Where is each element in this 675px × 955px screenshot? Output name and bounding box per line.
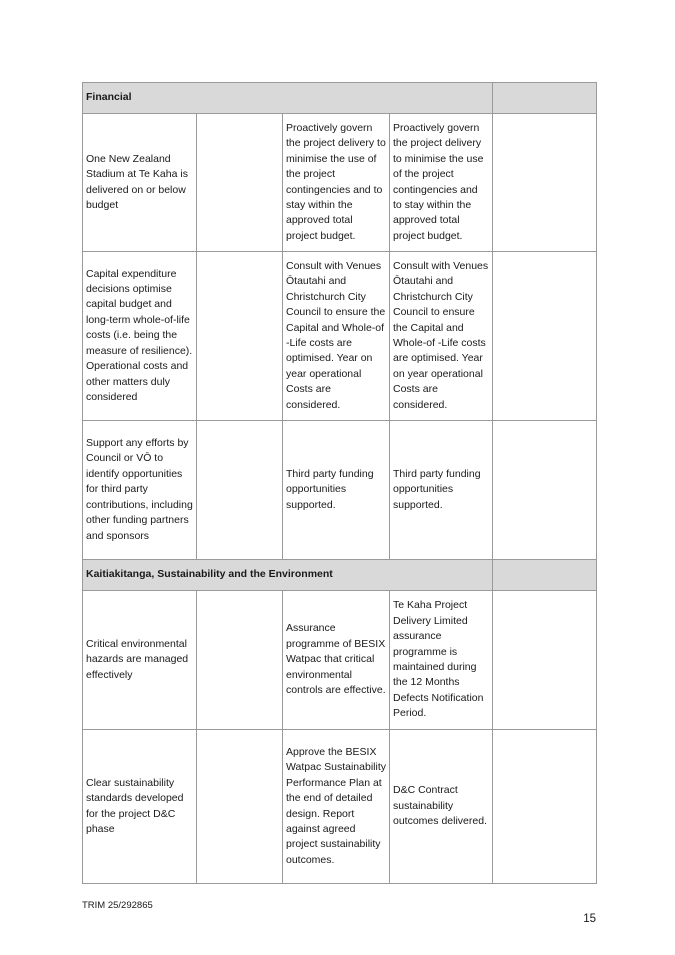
document-reference: TRIM 25/292865 (82, 900, 153, 911)
measure-cell: Proactively govern the project delivery to minimise the use of the project contingencies and to stay within the approved total project budget. (390, 114, 493, 252)
empty-cell (493, 421, 597, 560)
outcome-cell: One New Zealand Stadium at Te Kaha is delivered on or below budget (83, 114, 197, 252)
empty-cell (197, 591, 283, 730)
section-row-environment (83, 560, 597, 591)
empty-cell (493, 591, 597, 730)
outcome-cell: Capital expenditure decisions optimise capital budget and long-term whole-of-life costs (i.e. being the measure of resilience). Operational costs and other matters duly considered (83, 252, 197, 421)
empty-cell (493, 252, 597, 421)
outcome-cell: Clear sustainability standards developed for the project D&C phase (83, 730, 197, 884)
page-number: 15 (583, 913, 596, 925)
outcome-cell: Support any efforts by Council or VŌ to identify opportunities for third party contributions, including other funding partners and sponsors (83, 421, 197, 560)
measure-cell: Assurance programme of BESIX Watpac that critical environmental controls are effective. (283, 591, 390, 730)
empty-cell (197, 421, 283, 560)
empty-cell (197, 252, 283, 421)
empty-cell (493, 114, 597, 252)
empty-cell (493, 730, 597, 884)
section-empty-cell (493, 83, 597, 114)
table-row (83, 252, 597, 421)
table-row (83, 730, 597, 884)
section-heading-financial: Financial (83, 83, 493, 114)
measure-cell: Consult with Venues Ōtautahi and Christchurch City Council to ensure the Capital and Whole-of -Life costs are optimised. Year on year operational Costs are considered. (283, 252, 390, 421)
outcome-cell: Critical environmental hazards are managed effectively (83, 591, 197, 730)
section-empty-cell (493, 560, 597, 591)
measure-cell: Third party funding opportunities supported. (390, 421, 493, 560)
measure-cell: Proactively govern the project delivery to minimise the use of the project contingencies and to stay within the approved total project budget. (283, 114, 390, 252)
measure-cell: Te Kaha Project Delivery Limited assurance programme is maintained during the 12 Months Defects Notification Period. (390, 591, 493, 730)
empty-cell (197, 114, 283, 252)
section-heading-environment: Kaitiakitanga, Sustainability and the Environment (83, 560, 493, 591)
outcomes-table (82, 82, 597, 884)
section-row-financial (83, 83, 597, 114)
table-row (83, 591, 597, 730)
measure-cell: Consult with Venues Ōtautahi and Christchurch City Council to ensure the Capital and Whole-of -Life costs are optimised. Year on year operational Costs are considered. (390, 252, 493, 421)
table-row (83, 421, 597, 560)
measure-cell: D&C Contract sustainability outcomes delivered. (390, 730, 493, 884)
measure-cell: Third party funding opportunities supported. (283, 421, 390, 560)
measure-cell: Approve the BESIX Watpac Sustainability Performance Plan at the end of detailed design. Report against agreed project sustainability outcomes. (283, 730, 390, 884)
empty-cell (197, 730, 283, 884)
table-row (83, 114, 597, 252)
